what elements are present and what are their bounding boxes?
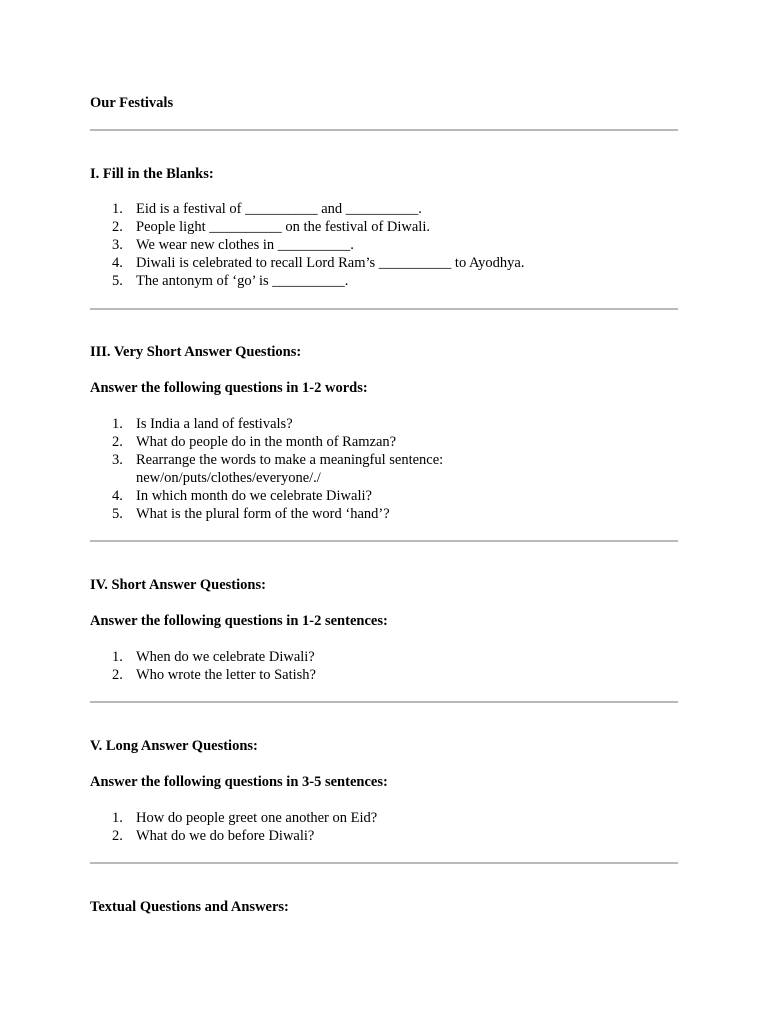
question-text: Diwali is celebrated to recall Lord Ram’s __________ to Ayodhya. — [136, 255, 525, 271]
list-item: 4. In which month do we celebrate Diwali? — [112, 488, 372, 504]
list-item: 1. Eid is a festival of __________ and __________. — [112, 201, 422, 217]
list-item: 1. Is India a land of festivals? — [112, 416, 293, 432]
section-divider — [90, 308, 678, 310]
list-item: 4. Diwali is celebrated to recall Lord Ram’s __________ to Ayodhya. — [112, 255, 525, 271]
list-item: 2. People light __________ on the festival of Diwali. — [112, 219, 430, 235]
list-item: 3. We wear new clothes in __________. — [112, 237, 354, 253]
question-text: In which month do we celebrate Diwali? — [136, 488, 372, 504]
question-text: People light __________ on the festival of Diwali. — [136, 219, 430, 235]
question-continuation: new/on/puts/clothes/everyone/./ — [136, 470, 321, 486]
short-answer-list — [90, 648, 678, 684]
question-text: Eid is a festival of __________ and __________. — [136, 201, 422, 217]
document-title: Our Festivals — [90, 95, 174, 111]
section-divider — [90, 540, 678, 542]
list-item: 2. What do people do in the month of Ramzan? — [112, 434, 397, 450]
list-item: 5. The antonym of ‘go’ is __________. — [112, 273, 349, 289]
question-text: Rearrange the words to make a meaningful sentence: — [136, 452, 444, 468]
very-short-list — [90, 415, 678, 523]
question-text: The antonym of ‘go’ is __________. — [136, 273, 349, 289]
question-text: We wear new clothes in __________. — [136, 237, 354, 253]
short-answer-instruction: Answer the following questions in 1-2 sentences: — [90, 613, 388, 629]
long-answer-instruction: Answer the following questions in 3-5 sentences: — [90, 774, 388, 790]
question-text: How do people greet one another on Eid? — [136, 810, 378, 826]
section-divider — [90, 701, 678, 703]
list-item: 5. What is the plural form of the word ‘hand’? — [112, 506, 390, 522]
very-short-instruction: Answer the following questions in 1-2 words: — [90, 380, 368, 396]
list-item: 3. Rearrange the words to make a meaningful sentence: new/on/puts/clothes/everyone/./ — [90, 451, 678, 487]
question-text: What do we do before Diwali? — [136, 828, 315, 844]
question-text: What do people do in the month of Ramzan? — [136, 434, 397, 450]
section-divider — [90, 862, 678, 864]
question-text: When do we celebrate Diwali? — [136, 649, 315, 665]
long-answer-heading: V. Long Answer Questions: — [90, 738, 258, 754]
list-item: 1. How do people greet one another on Eid? — [112, 810, 378, 826]
very-short-heading: III. Very Short Answer Questions: — [90, 344, 302, 360]
short-answer-heading: IV. Short Answer Questions: — [90, 577, 266, 593]
list-item: 2. What do we do before Diwali? — [112, 828, 315, 844]
question-text: Is India a land of festivals? — [136, 416, 293, 432]
fill-blanks-heading: I. Fill in the Blanks: — [90, 166, 214, 182]
list-item: 1. When do we celebrate Diwali? — [112, 649, 315, 665]
question-text: Who wrote the letter to Satish? — [136, 667, 316, 683]
long-answer-list — [90, 809, 678, 845]
question-text: What is the plural form of the word ‘hand’? — [136, 506, 390, 522]
list-item: 2. Who wrote the letter to Satish? — [112, 667, 316, 683]
textual-qa-heading: Textual Questions and Answers: — [90, 899, 289, 915]
section-divider — [90, 129, 678, 131]
fill-blanks-list — [90, 200, 678, 290]
